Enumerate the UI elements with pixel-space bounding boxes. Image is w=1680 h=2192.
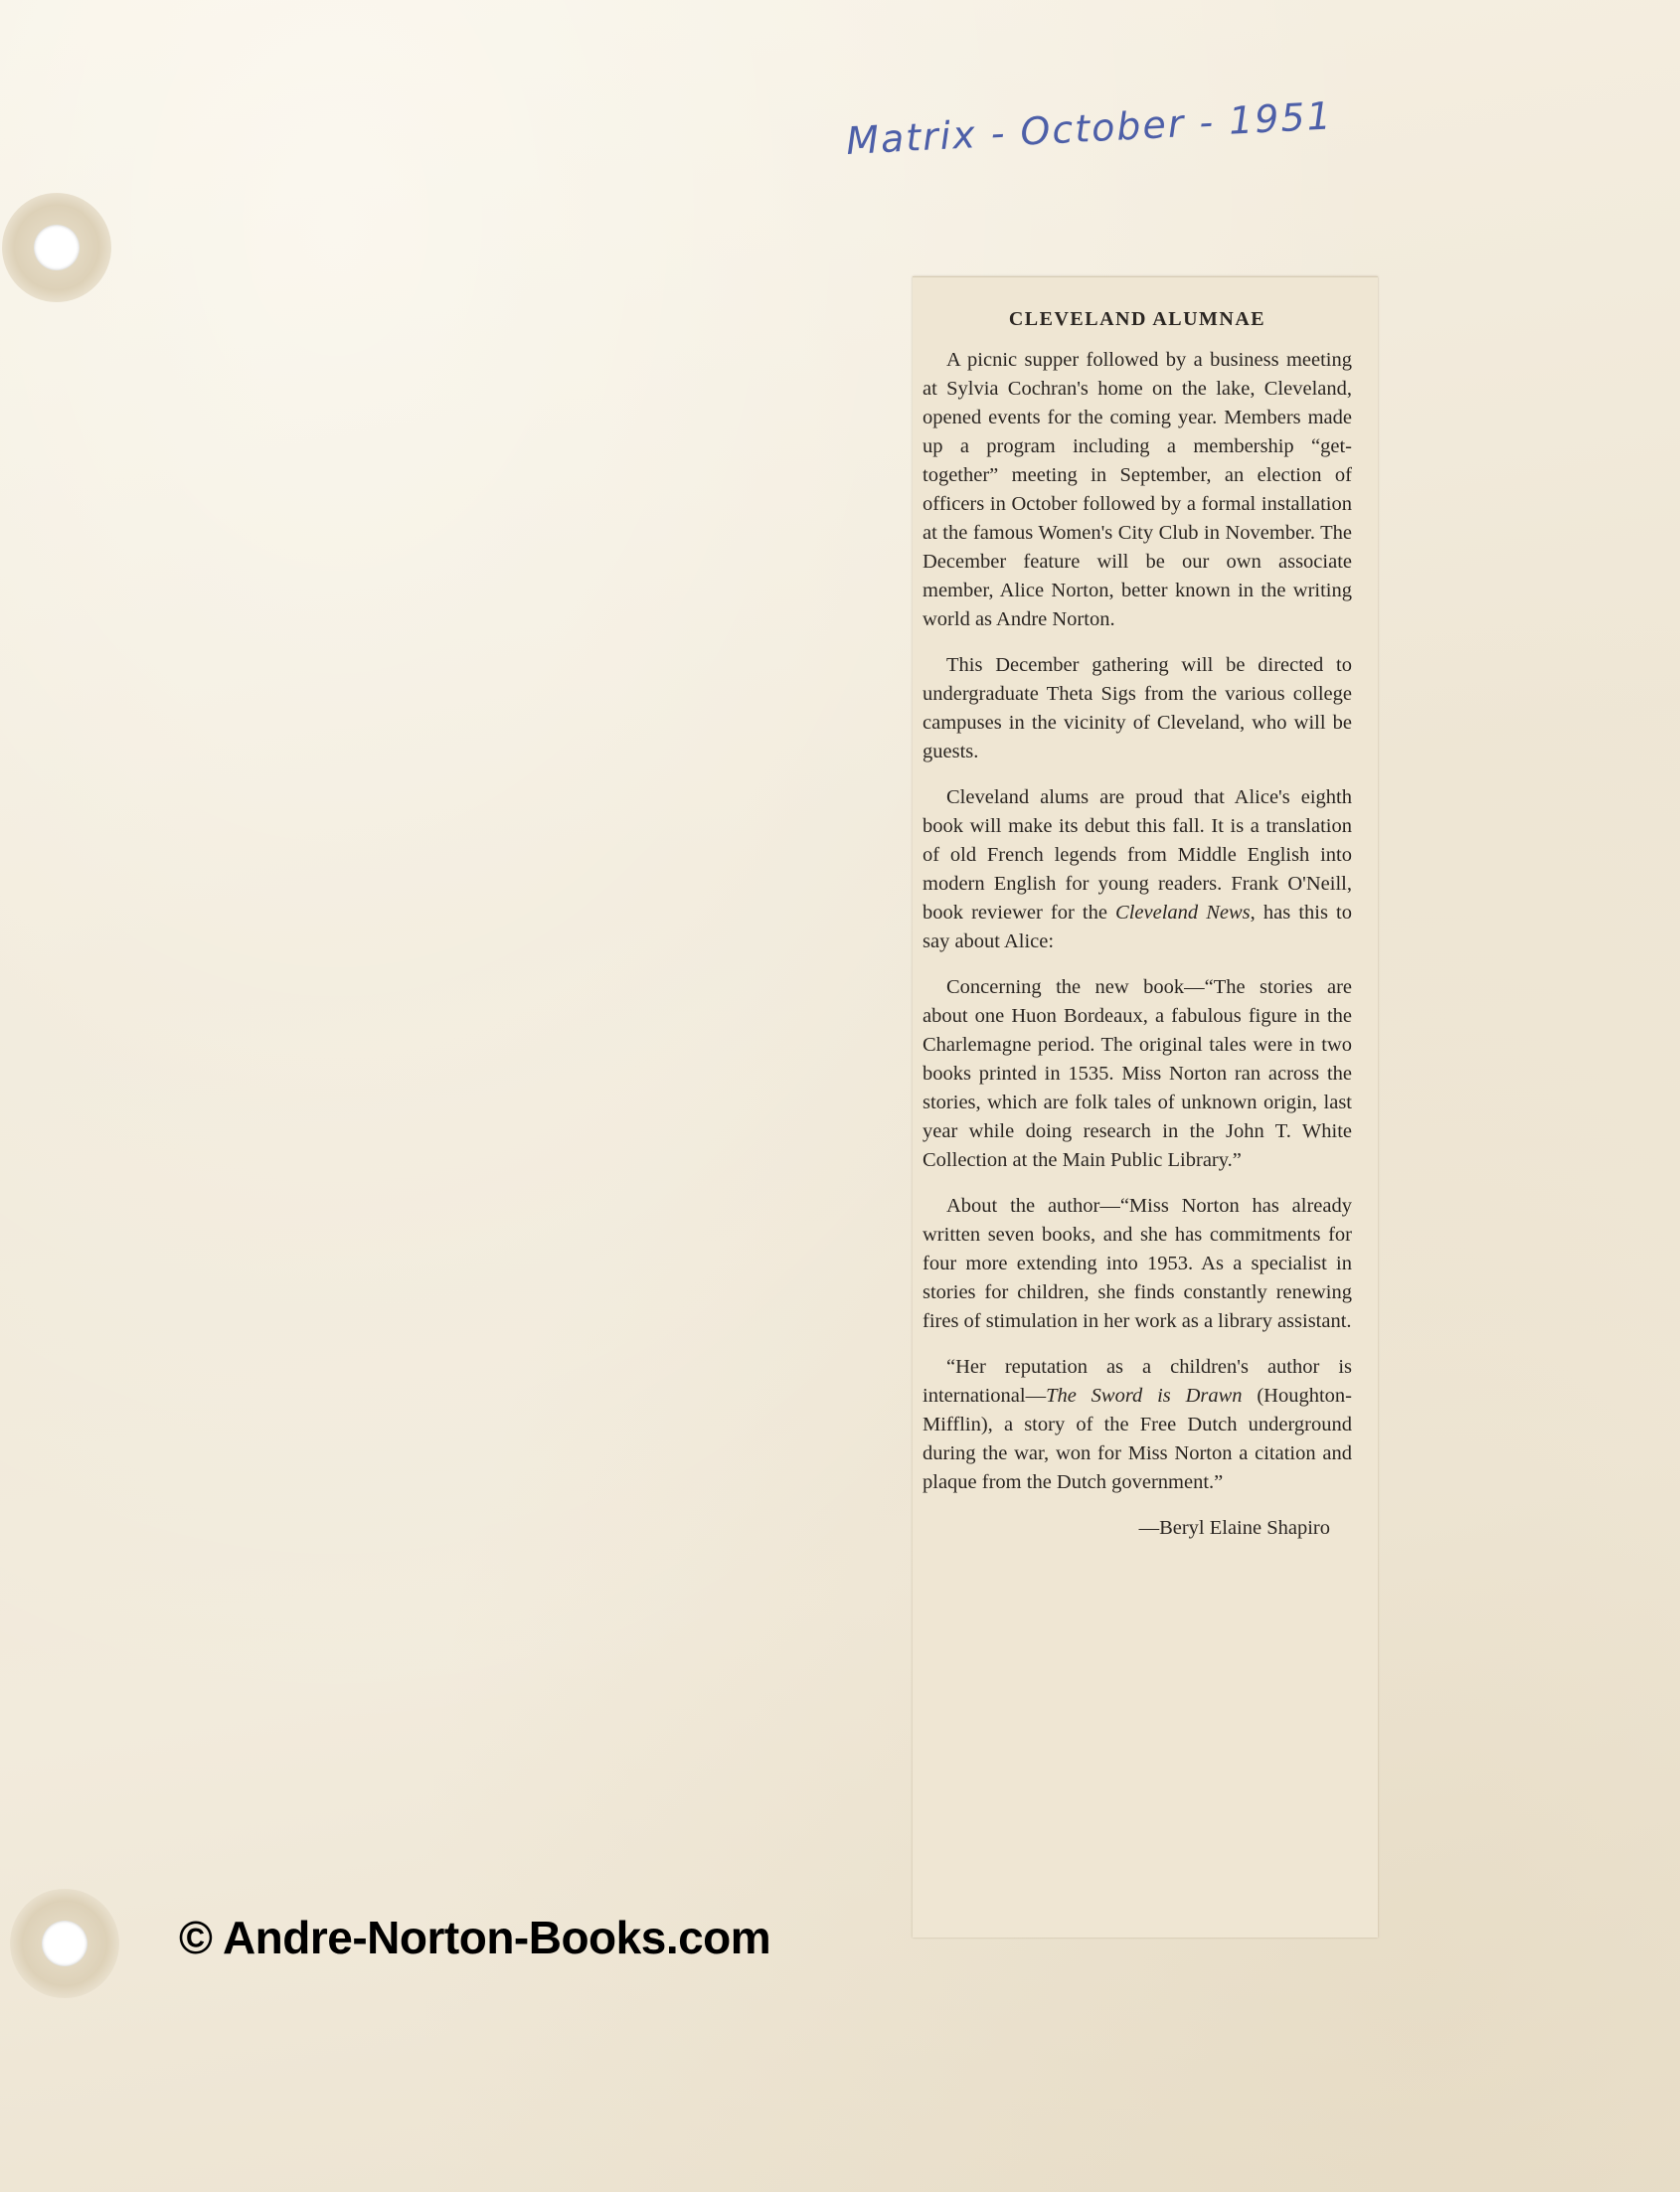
newspaper-name: Cleveland News bbox=[1115, 902, 1251, 924]
article-paragraph-3 bbox=[923, 783, 1352, 956]
punch-hole-top bbox=[2, 193, 111, 302]
article-paragraph-4: Concerning the new book—“The stories are about one Huon Bordeaux, a fabulous figure in the Charlemagne period. The original tales were in two books printed in 1535. Miss Norton ran across the stories, which are folk tales of unknown origin, last year while doing research in the John T. White Collection at the Main Public Library.” bbox=[923, 976, 1352, 1171]
paragraph-text: , has this to say about Alice: bbox=[923, 902, 1352, 952]
article-paragraph-5: About the author—“Miss Norton has already written seven books, and she has commitments for four more extending into 1953. As a specialist in stories for children, she finds constantly renewing fires of stimulation in her work as a library assistant. bbox=[923, 1195, 1352, 1332]
article-paragraph-2: This December gathering will be directed to undergraduate Theta Sigs from the various college campuses in the vicinity of Cleveland, who will be guests. bbox=[923, 654, 1352, 762]
article-title: CLEVELAND ALUMNAE bbox=[1008, 308, 1266, 330]
paragraph-text: Cleveland alums are proud that Alice's eighth book will make its debut this fall. It is a translation of old French legends from Middle English into modern English for young readers. Frank O'Neill, book reviewer for the bbox=[923, 786, 1352, 924]
copyright-watermark: © Andre-Norton-Books.com bbox=[179, 1912, 771, 1963]
article-paragraph-6 bbox=[923, 1353, 1352, 1497]
hole-center bbox=[42, 1921, 87, 1966]
paragraph-text: (Houghton-Mifflin), a story of the Free Dutch underground during the war, won for Miss Norton a citation and plaque from the Dutch government.” bbox=[923, 1385, 1352, 1493]
article-byline: —Beryl Elaine Shapiro bbox=[1138, 1517, 1330, 1539]
newspaper-clipping bbox=[913, 276, 1378, 1938]
punch-hole-bottom bbox=[10, 1889, 119, 1998]
paragraph-text: “Her reputation as a children's author is international— bbox=[923, 1356, 1352, 1407]
handwritten-annotation: Matrix - October - 1951 bbox=[845, 93, 1334, 163]
book-title: The Sword is Drawn bbox=[1046, 1385, 1243, 1407]
hole-center bbox=[34, 225, 80, 270]
article-paragraph-1: A picnic supper followed by a business meeting at Sylvia Cochran's home on the lake, Cleveland, opened events for the coming year. Members made up a program including a membership “get-together” meeting in September, an election of officers in October followed by a formal installation at the famous Women's City Club in November. The December feature will be our own associate member, Alice Norton, better known in the writing world as Andre Norton. bbox=[923, 349, 1352, 630]
article-body bbox=[923, 305, 1352, 1543]
